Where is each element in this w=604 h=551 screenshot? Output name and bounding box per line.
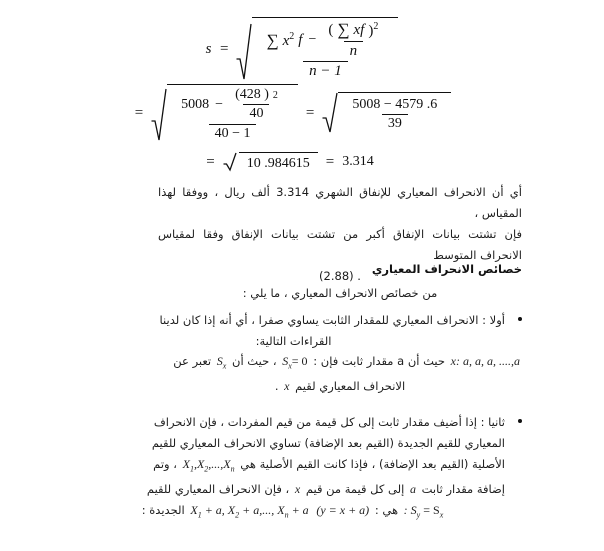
equation-block [0, 18, 604, 176]
value-5008: 5008 [181, 96, 210, 112]
equation-line-1 [0, 18, 604, 80]
radical-sign-icon-2 [151, 84, 167, 141]
result-fraction-denominator: 39 [382, 114, 408, 132]
inner-fraction [322, 20, 384, 60]
bullet-first-definition-line-2 [158, 376, 522, 397]
bullet-second-line-3 [82, 454, 505, 479]
final-result-value: 3.314 [342, 154, 374, 169]
radical-sign-icon-3 [322, 92, 338, 134]
inner-fraction-numerator [322, 20, 384, 41]
inner-exponent: 2 [373, 20, 379, 32]
minus-operator-2: − [215, 96, 224, 112]
bullet-second-line-2: المعياري للقيم الجديدة (القيم بعد الإضافة) تساوي الانحراف المعياري للقيم [151, 436, 505, 450]
math-x-symbol-2: x [294, 482, 301, 497]
main-fraction [260, 20, 390, 80]
radicand-outer [252, 17, 398, 80]
main-fraction-numerator [260, 20, 390, 61]
equation-line-2 [0, 84, 604, 142]
inner-numeric-exponent: 2 [272, 89, 278, 101]
section-intro-text: من خصائص الانحراف المعياري ، ما يلي : [242, 286, 438, 300]
bullet-first-definition-line-1 [158, 351, 522, 376]
square-root-numeric-left [151, 84, 298, 141]
math-x-values: x: a, a, a, ....,a [450, 354, 520, 368]
numeric-fraction-denominator: 40 − 1 [209, 124, 257, 142]
bullet-first-line-1: أولا : الانحراف المعياري للمقدار الثابت يساوي صفرا ، أي أنه إذا كان لدينا [159, 313, 505, 327]
x-symbol: $x^2$ [282, 30, 295, 49]
definition-text-d: الانحراف المعياري لقيم [295, 379, 406, 394]
math-sx: $S_x$ [216, 354, 227, 371]
second-text-c: إضافة مقدار ثابت [421, 482, 505, 497]
equals-sign-3: = [305, 104, 315, 121]
xf-symbol: xf [353, 21, 365, 38]
inner-numeric-numerator: (428 ) 2 [235, 87, 278, 103]
math-x-symbol: x [284, 379, 290, 394]
square-root-final [223, 152, 318, 172]
bullet-first-definition [158, 351, 522, 397]
inner-numeric-fraction [229, 87, 284, 122]
sigma-symbol: ∑ [266, 30, 279, 50]
square-root-numeric-right [322, 92, 451, 134]
result-fraction [346, 97, 443, 132]
main-fraction-denominator: n − 1 [303, 61, 348, 80]
definition-text-a: حيث أن a مقدار ثابت فإن : [313, 354, 446, 368]
bullet-second-line-4 [82, 479, 505, 500]
radicand-numeric-left [167, 84, 298, 141]
math-sy-equals-sx: : $S_y = S_x$ [403, 503, 444, 520]
interpretation-line-3: . (2.88) [319, 269, 361, 283]
math-constant-a: a [409, 482, 416, 497]
bullet-second-line-1: ثانيا : إذا أضيف مقدار ثابت إلى كل قيمة من قيم المفردات ، فإن الانحراف [153, 415, 505, 429]
equals-sign-4: = [206, 153, 215, 170]
bullet-point-icon [512, 310, 522, 352]
x-exponent: 2 [289, 30, 295, 42]
math-sx-zero: $S_x= 0$ [282, 354, 308, 371]
definition-text-b: ، حيث أن [232, 354, 277, 368]
radical-sign-icon-4 [223, 152, 239, 172]
numeric-fraction-numerator [175, 87, 290, 123]
radical-sign-icon [236, 17, 252, 80]
bullet-second-line-5 [82, 500, 505, 525]
radicand-numeric-right [338, 92, 451, 134]
second-text-f: هي : [374, 503, 399, 518]
second-text-a: الأصلية (القيم بعد الإضافة) ، فإذا كانت القيم الأصلية هي [240, 457, 505, 471]
bullet-second-text [82, 412, 505, 526]
square-root-outer [236, 17, 398, 80]
interpretation-line-1: أي أن الانحراف المعياري للإنفاق الشهري 3.314 ألف ريال ، ووفقا لهذا المقياس ، [158, 185, 523, 220]
paren-close: )$^2$ [368, 20, 379, 39]
bullet-item-second [82, 412, 522, 526]
equals-sign: = [220, 40, 229, 57]
equation-line-3 [0, 148, 604, 176]
definition-text-e: . [274, 379, 279, 394]
math-original-values: $X_1,X_2,...,X_n$ [182, 457, 235, 474]
paren-open: ( [328, 21, 334, 38]
math-y-definition: (y = x + a) [316, 503, 370, 518]
bullet-first-text [82, 310, 505, 352]
second-text-g: الجديدة : [141, 503, 185, 518]
result-fraction-numerator: 5008 − 4579 .6 [352, 96, 438, 112]
f-symbol: f [298, 31, 303, 48]
section-intro [158, 283, 522, 304]
bullet-item-first [82, 310, 522, 352]
bullet-point-icon-2 [512, 412, 522, 526]
second-text-e: ، فإن الانحراف المعياري للقيم [146, 482, 290, 497]
equals-sign-2: = [134, 104, 144, 121]
radicand-final: 10 .984615 [239, 152, 318, 172]
numeric-fraction [175, 87, 290, 141]
inner-fraction-denominator: n [344, 41, 364, 60]
inner-numeric-denominator: 40 [243, 104, 269, 122]
bullet-first-line-2: القراءات التالية: [255, 334, 332, 348]
inner-sigma-symbol: ∑ [337, 20, 350, 40]
interpretation-line-2: فإن تشتت بيانات الإنفاق أكبر من تشتت بيانات الإنفاق وفقا لمقياس الانحراف المتوسط [158, 227, 522, 262]
section-heading: خصائص الانحراف المعياري [371, 262, 522, 276]
minus-operator: − [308, 32, 317, 48]
second-text-d: إلى كل قيمة من قيم [305, 482, 405, 497]
definition-text-c: تعبر عن [173, 354, 212, 368]
equation-lhs-s: s [205, 40, 213, 57]
equals-sign-5: = [325, 153, 335, 170]
second-text-b: ، وتم [153, 457, 177, 471]
math-new-values: $X_1 + a$, $X_2 + a$,..., $X_n + a$ [190, 503, 309, 520]
